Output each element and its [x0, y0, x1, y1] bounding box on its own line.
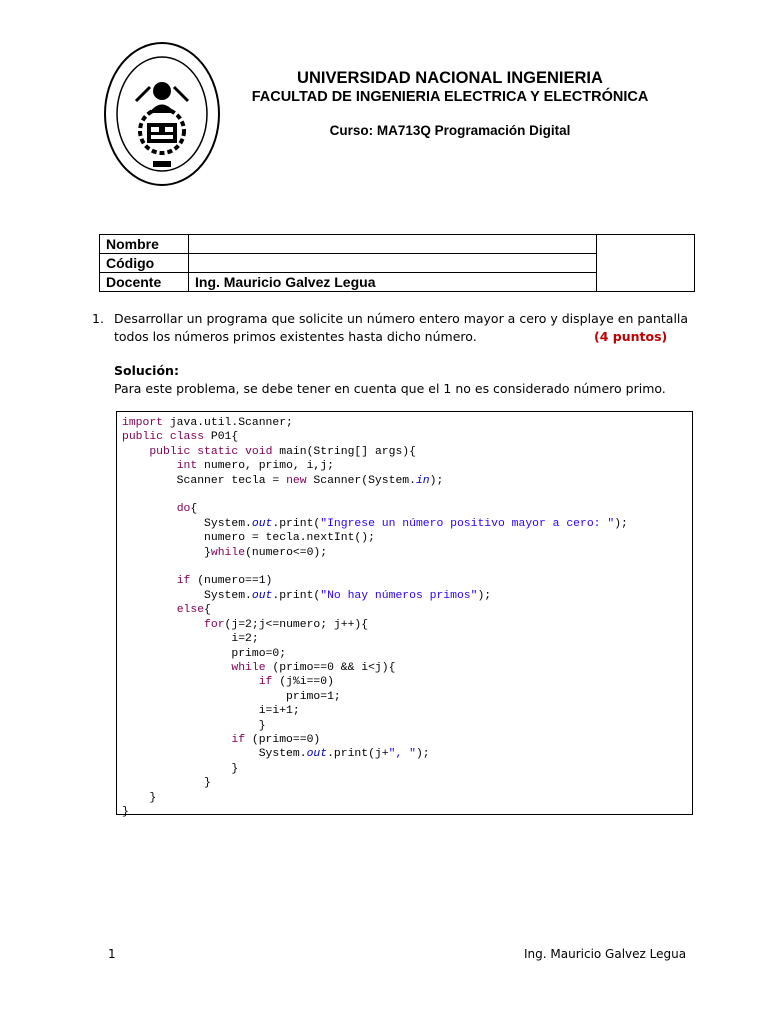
page-number: 1 — [108, 947, 116, 961]
code-line: for(j=2;j<=numero; j++){ — [204, 618, 369, 631]
code-line: if (numero==1) — [176, 575, 273, 588]
question-points: (4 puntos) — [594, 329, 668, 344]
code-line: public class P01{ — [122, 431, 239, 444]
code-line: System.out.print(j+", "); — [122, 748, 430, 761]
code-line: } — [122, 805, 129, 818]
code-line: }while(numero<=0); — [122, 546, 328, 559]
code-block — [116, 411, 693, 818]
grade-box — [597, 235, 695, 292]
code-line: while (primo==0 && i<j){ — [231, 661, 396, 674]
question-number: 1. — [92, 311, 104, 326]
code-line: Scanner tecla = new Scanner(System.in); — [122, 474, 444, 487]
student-info-table — [99, 234, 695, 292]
faculty-title: FACULTAD DE INGENIERIA ELECTRICA Y ELECTRÓNICA — [251, 89, 649, 105]
university-title: UNIVERSIDAD NACIONAL INGENIERIA — [297, 69, 603, 87]
code-line: i=2; — [231, 633, 259, 646]
university-seal — [103, 41, 221, 187]
label-docente: Docente — [100, 273, 189, 292]
solution-text: Para este problema, se debe tener en cuenta que el 1 no es considerado número primo. — [114, 381, 666, 396]
course-title: Curso: MA713Q Programación Digital — [329, 123, 571, 138]
label-codigo: Código — [100, 254, 189, 273]
code-line: primo=0; — [231, 647, 287, 660]
code-line: System.out.print("Ingrese un número positivo mayor a cero: "); — [122, 517, 628, 530]
code-line: public static void main(String[] args){ — [149, 445, 416, 458]
field-codigo[interactable] — [189, 254, 597, 273]
question-line-1: Desarrollar un programa que solicite un número entero mayor a cero y displaye en pantalla — [114, 311, 689, 326]
code-line: do{ — [176, 503, 198, 516]
code-line: if (j%i==0) — [258, 676, 334, 689]
table-row — [100, 235, 695, 254]
code-listing — [122, 416, 628, 819]
code-line: } — [149, 791, 157, 804]
field-docente: Ing. Mauricio Galvez Legua — [189, 273, 597, 292]
footer-author: Ing. Mauricio Galvez Legua — [524, 947, 687, 961]
code-line: else{ — [176, 604, 211, 617]
code-line: } — [231, 762, 239, 775]
code-line: } — [258, 719, 266, 732]
code-line: i=i+1; — [258, 705, 300, 718]
code-line: int numero, primo, i,j; — [176, 460, 334, 473]
solution-title: Solución: — [114, 363, 179, 378]
code-line: numero = tecla.nextInt(); — [204, 532, 375, 545]
label-nombre: Nombre — [100, 235, 189, 254]
code-line: import java.util.Scanner; — [122, 417, 293, 429]
code-line: System.out.print("No hay números primos"); — [122, 589, 492, 602]
question-line-2: todos los números primos existentes hasta dicho número. — [114, 329, 477, 344]
field-nombre[interactable] — [189, 235, 597, 254]
code-line: primo=1; — [286, 690, 341, 703]
code-line: if (primo==0) — [231, 733, 321, 746]
code-line: } — [204, 777, 211, 790]
